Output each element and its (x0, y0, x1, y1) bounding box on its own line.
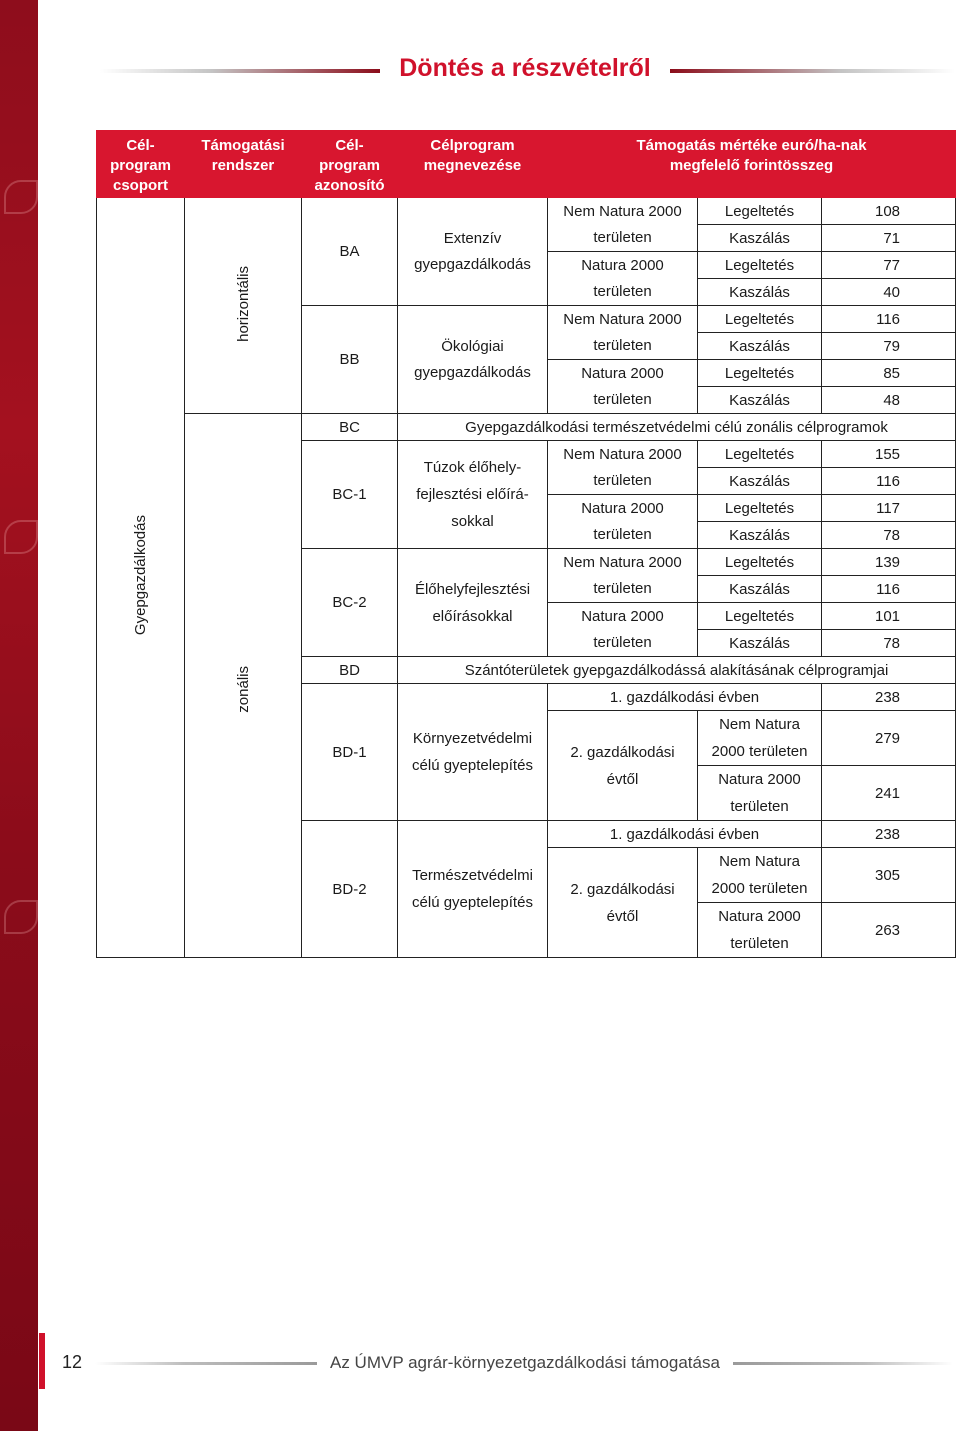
area-cell: területen (548, 522, 698, 549)
header-system: Támogatási rendszer (185, 131, 302, 198)
amount-value: 241 (822, 766, 956, 821)
header-rule-left (100, 69, 380, 73)
area-cell: területen (548, 225, 698, 252)
area-cell: Natura 2000 területen (698, 903, 822, 958)
use-type: Kaszálás (698, 468, 822, 495)
amount-value: 85 (822, 360, 956, 387)
use-type: Legeltetés (698, 549, 822, 576)
amount-value: 116 (822, 306, 956, 333)
program-id: BC (302, 414, 398, 441)
area-cell: Natura 2000 területen (698, 766, 822, 821)
program-name: Ökológiai gyepgazdálkodás (398, 306, 548, 414)
area-cell: Nem Natura 2000 (548, 306, 698, 333)
use-type: Kaszálás (698, 387, 822, 414)
amount-value: 78 (822, 630, 956, 657)
use-type: Legeltetés (698, 603, 822, 630)
program-id: BB (302, 306, 398, 414)
header-program-id: Cél- program azonosító (302, 131, 398, 198)
program-name: Természetvédelmi célú gyeptelepítés (398, 821, 548, 958)
program-id: BD (302, 657, 398, 684)
program-id: BC-1 (302, 441, 398, 549)
amount-value: 279 (822, 711, 956, 766)
amount-value: 155 (822, 441, 956, 468)
footer-rule-right (733, 1362, 953, 1365)
use-type: Legeltetés (698, 306, 822, 333)
program-name: Túzok élőhely- fejlesztési előírá- sokkal (398, 441, 548, 549)
use-type: Legeltetés (698, 360, 822, 387)
area-cell: Natura 2000 (548, 495, 698, 522)
program-id: BC-2 (302, 549, 398, 657)
page-title: Döntés a részvételről (399, 54, 651, 82)
amount-value: 78 (822, 522, 956, 549)
use-type: Kaszálás (698, 630, 822, 657)
program-id: BD-1 (302, 684, 398, 821)
amount-value: 263 (822, 903, 956, 958)
area-cell: területen (548, 576, 698, 603)
program-id: BD-2 (302, 821, 398, 958)
area-cell: területen (548, 387, 698, 414)
footer-accent-bar (39, 1333, 45, 1389)
decorative-sidebar (0, 0, 38, 1431)
program-id: BA (302, 198, 398, 306)
amount-value: 40 (822, 279, 956, 306)
use-type: Kaszálás (698, 279, 822, 306)
area-cell: területen (548, 333, 698, 360)
area-cell: Natura 2000 (548, 603, 698, 630)
amount-value: 238 (822, 821, 956, 848)
first-year-label: 1. gazdálkodási évben (548, 821, 822, 848)
system-zonal: zonális (185, 414, 302, 958)
area-cell: Nem Natura 2000 (548, 549, 698, 576)
area-cell: Natura 2000 (548, 360, 698, 387)
header-support-amount: Támogatás mértéke euró/ha-nak megfelelő forintösszeg (548, 131, 956, 198)
ornament-icon (4, 520, 38, 554)
area-cell: területen (548, 279, 698, 306)
amount-value: 101 (822, 603, 956, 630)
area-cell: Natura 2000 (548, 252, 698, 279)
first-year-label: 1. gazdálkodási évben (548, 684, 822, 711)
program-description: Gyepgazdálkodási természetvédelmi célú zonális célprogramok (398, 414, 956, 441)
system-horizontal: horizontális (185, 198, 302, 414)
amount-value: 117 (822, 495, 956, 522)
amount-value: 139 (822, 549, 956, 576)
amount-value: 116 (822, 576, 956, 603)
use-type: Legeltetés (698, 495, 822, 522)
amount-value: 79 (822, 333, 956, 360)
use-type: Kaszálás (698, 576, 822, 603)
header-program-name: Célprogram megnevezése (398, 131, 548, 198)
footer-text: Az ÚMVP agrár-környezetgazdálkodási támogatása (330, 1353, 720, 1372)
area-cell: Nem Natura 2000 (548, 441, 698, 468)
second-year-label: 2. gazdálkodási évtől (548, 711, 698, 821)
area-cell: Nem Natura 2000 területen (698, 711, 822, 766)
amount-value: 108 (822, 198, 956, 225)
area-cell: Nem Natura 2000 (548, 198, 698, 225)
program-name: Környezetvédelmi célú gyeptelepítés (398, 684, 548, 821)
ornament-icon (4, 180, 38, 214)
second-year-label: 2. gazdálkodási évtől (548, 848, 698, 958)
amount-value: 305 (822, 848, 956, 903)
support-table (96, 130, 956, 958)
use-type: Legeltetés (698, 441, 822, 468)
area-cell: Nem Natura 2000 területen (698, 848, 822, 903)
program-name: Extenzív gyepgazdálkodás (398, 198, 548, 306)
use-type: Kaszálás (698, 522, 822, 549)
area-cell: területen (548, 468, 698, 495)
header-group: Cél- program csoport (97, 131, 185, 198)
use-type: Legeltetés (698, 252, 822, 279)
amount-value: 48 (822, 387, 956, 414)
program-name: Élőhelyfejlesztési előírásokkal (398, 549, 548, 657)
amount-value: 77 (822, 252, 956, 279)
program-description: Szántóterületek gyepgazdálkodássá alakításának célprogramjai (398, 657, 956, 684)
page-number: 12 (62, 1352, 83, 1372)
use-type: Legeltetés (698, 198, 822, 225)
area-cell: területen (548, 630, 698, 657)
use-type: Kaszálás (698, 225, 822, 252)
group-cell: Gyepgazdálkodás (97, 198, 185, 958)
amount-value: 71 (822, 225, 956, 252)
footer-rule-left (95, 1362, 317, 1365)
amount-value: 238 (822, 684, 956, 711)
amount-value: 116 (822, 468, 956, 495)
header-rule-right (670, 69, 955, 73)
use-type: Kaszálás (698, 333, 822, 360)
ornament-icon (4, 900, 38, 934)
